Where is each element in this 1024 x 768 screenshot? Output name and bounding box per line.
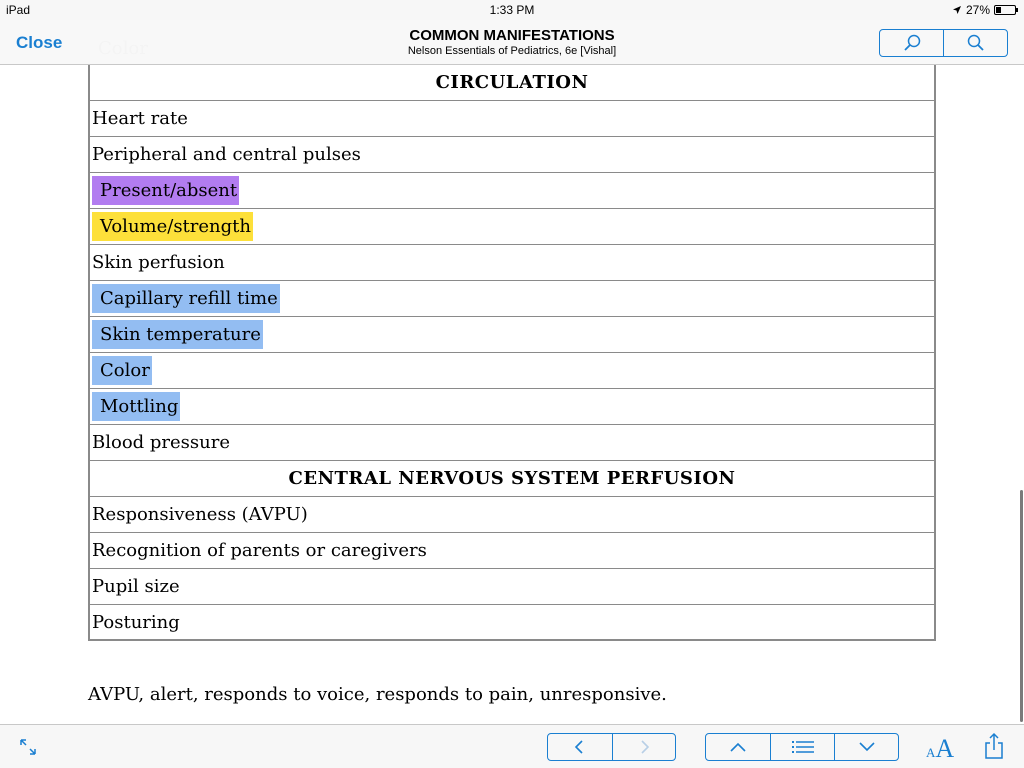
highlighted-text[interactable]: Skin temperature (92, 320, 263, 349)
search-button[interactable] (943, 30, 1007, 56)
down-chevron-icon (858, 741, 876, 753)
back-button[interactable] (548, 734, 612, 760)
bottom-toolbar (0, 724, 1024, 768)
row-text: Responsiveness (AVPU) (92, 504, 308, 525)
status-bar (0, 0, 1024, 20)
row-text: Blood pressure (92, 432, 231, 453)
close-button[interactable]: Close (16, 33, 63, 52)
location-arrow-icon (952, 5, 962, 15)
table-footnote: AVPU, alert, responds to voice, responds to pain, unresponsive. (88, 684, 667, 705)
next-section-button[interactable] (834, 734, 898, 760)
row-text: Heart rate (92, 108, 188, 129)
status-time: 1:33 PM (489, 3, 535, 17)
battery-icon (994, 5, 1016, 15)
table-row (90, 533, 934, 569)
row-text: Peripheral and central pulses (92, 144, 361, 165)
section-header: CENTRAL NERVOUS SYSTEM PERFUSION (90, 461, 934, 497)
table-row (90, 497, 934, 533)
expand-icon (18, 737, 38, 757)
table-row (90, 101, 934, 137)
page-nav-group (547, 733, 676, 761)
table-of-contents-button[interactable] (770, 734, 834, 760)
share-icon (984, 732, 1004, 760)
search-highlight-button[interactable] (880, 30, 943, 56)
highlighted-text[interactable]: Color (92, 356, 152, 385)
search-button-group (879, 29, 1008, 57)
highlighted-text[interactable]: Capillary refill time (92, 284, 280, 313)
table-row (90, 425, 934, 461)
highlighted-text[interactable]: Mottling (92, 392, 180, 421)
table-of-contents-icon (792, 740, 814, 754)
table-row (90, 137, 934, 173)
cns-rows (90, 497, 934, 639)
table-row (90, 389, 934, 425)
page-title: COMMON MANIFESTATIONS (409, 27, 615, 44)
battery-percent: 27% (965, 3, 990, 17)
back-chevron-icon (573, 739, 587, 755)
font-size-small-label: A (926, 745, 936, 760)
forward-chevron-icon (637, 739, 651, 755)
forward-button[interactable] (612, 734, 675, 760)
row-text: Posturing (92, 611, 180, 633)
font-size-large-label: A (935, 734, 955, 763)
highlighted-text[interactable]: Present/absent (92, 176, 239, 205)
table-row (90, 209, 934, 245)
scroll-indicator[interactable] (1020, 490, 1023, 722)
row-text: Pupil size (92, 576, 180, 597)
section-nav-group (705, 733, 899, 761)
nav-bar (0, 20, 1024, 65)
section-header: CIRCULATION (90, 65, 934, 101)
manifestations-table (88, 65, 936, 641)
previous-section-button[interactable] (706, 734, 770, 760)
table-row (90, 245, 934, 281)
table-row (90, 605, 934, 639)
table-row (90, 569, 934, 605)
table-row (90, 317, 934, 353)
book-subtitle: Nelson Essentials of Pediatrics, 6e [Vishal] (407, 45, 617, 57)
row-text: Skin perfusion (92, 252, 225, 273)
search-highlight-icon (902, 33, 922, 53)
table-row (90, 173, 934, 209)
table-row (90, 281, 934, 317)
font-size-button[interactable] (926, 734, 954, 764)
highlighted-text[interactable]: Volume/strength (92, 212, 253, 241)
up-chevron-icon (729, 741, 747, 753)
row-text: Recognition of parents or caregivers (92, 540, 427, 561)
device-label: iPad (6, 3, 31, 17)
expand-button[interactable] (16, 735, 40, 759)
search-icon (966, 33, 986, 53)
table-row (90, 353, 934, 389)
status-right (952, 3, 1016, 17)
circulation-rows (90, 101, 934, 461)
share-button[interactable] (982, 731, 1006, 761)
